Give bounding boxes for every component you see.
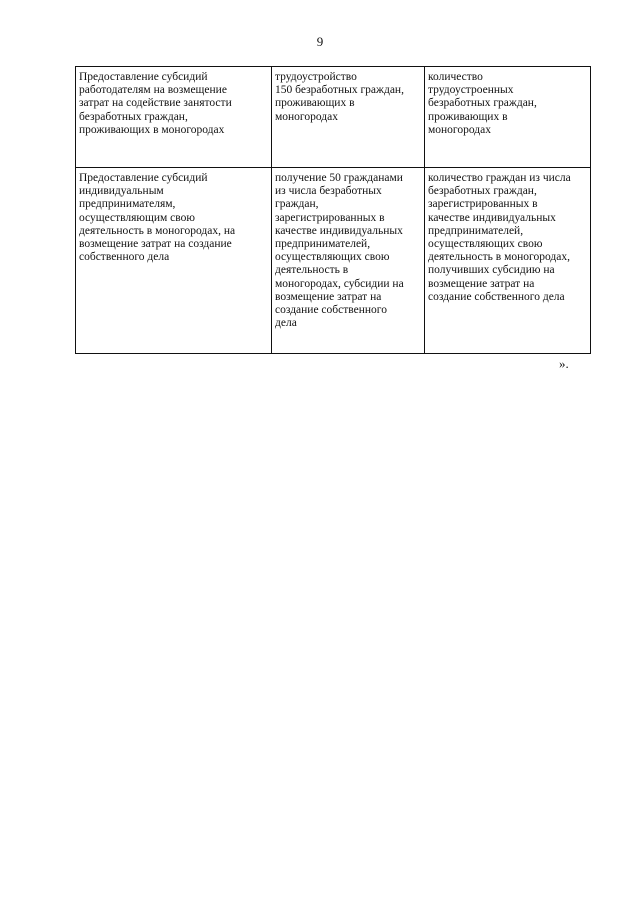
measures-table <box>75 66 591 354</box>
indicator-cell: количество трудоустроенных безработных граждан, проживающих в моногородах <box>425 67 591 168</box>
measure-cell: Предоставление субсидий работодателям на возмещение затрат на содействие занятости безработных граждан, проживающих в моногородах <box>76 67 272 168</box>
page-number: 9 <box>316 34 324 49</box>
result-cell: трудоустройство 150 безработных граждан, проживающих в моногородах <box>272 67 425 168</box>
table-row <box>76 67 591 168</box>
table-row <box>76 168 591 354</box>
closing-quote-mark: ». <box>559 356 569 371</box>
measure-cell: Предоставление субсидий индивидуальным предпринимателям, осуществляющим свою деятельность в моногородах, на возмещение затрат на создание собственного дела <box>76 168 272 354</box>
result-cell: получение 50 гражданами из числа безработных граждан, зарегистрированных в качестве индивидуальных предпринимателей, осуществляющих свою деятельность в моногородах, субсидии на возмещение затрат на создание собственного дела <box>272 168 425 354</box>
indicator-cell: количество граждан из числа безработных граждан, зарегистрированных в качестве индивидуальных предпринимателей, осуществляющих свою деятельность в моногородах, получивших субсидию на возмещение затрат на создание собственного дела <box>425 168 591 354</box>
